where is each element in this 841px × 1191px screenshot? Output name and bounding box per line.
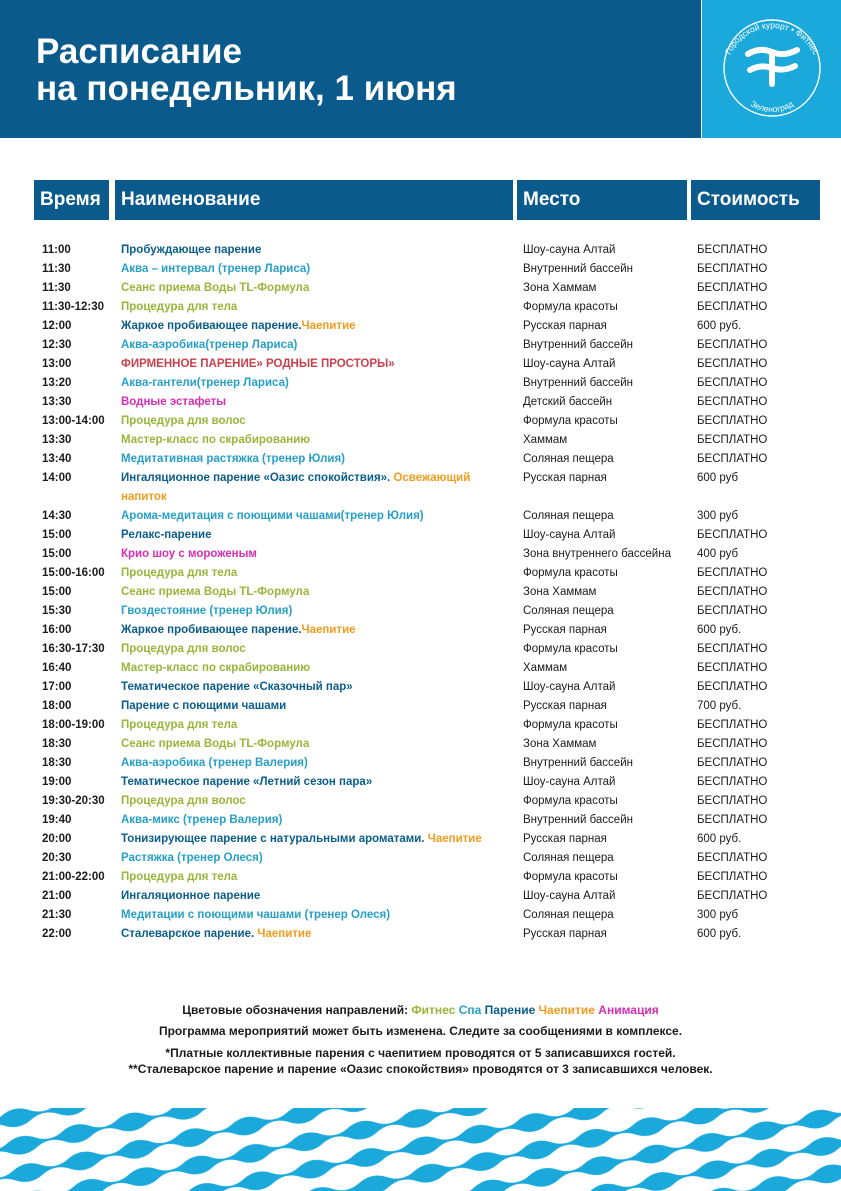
table-row: [0, 640, 841, 659]
row-name: Процедура для тела: [121, 719, 238, 731]
row-name: Мастер-класс по скрабированию: [121, 434, 311, 446]
legend-prefix: Цветовые обозначения направлений:: [182, 1003, 412, 1017]
row-name: Ингаляционное парение: [121, 890, 261, 902]
column-header-time: Время: [34, 180, 109, 220]
row-time: 13:20: [42, 377, 72, 389]
row-name: Аква-аэробика (тренер Валерия): [121, 757, 308, 769]
row-place: Шоу-сауна Алтай: [523, 776, 616, 788]
footer-note-2: *Платные коллективные парения с чаепитием проводятся от 5 записавшихся гостей.: [165, 1046, 676, 1060]
row-price: БЕСПЛАТНО: [697, 453, 768, 465]
table-row: [0, 431, 841, 450]
row-price: БЕСПЛАТНО: [697, 396, 768, 408]
row-place: Хаммам: [523, 434, 568, 446]
row-price: БЕСПЛАТНО: [697, 586, 768, 598]
row-price: БЕСПЛАТНО: [697, 738, 768, 750]
row-name: Аква – интервал (тренер Лариса): [121, 263, 311, 275]
logo-text-bottom: Зеленоград: [749, 98, 795, 115]
row-time: 18:30: [42, 738, 72, 750]
row-price: БЕСПЛАТНО: [697, 358, 768, 370]
row-price: БЕСПЛАТНО: [697, 529, 768, 541]
row-price: БЕСПЛАТНО: [697, 643, 768, 655]
table-row: [0, 298, 841, 317]
table-row: [0, 906, 841, 925]
row-time: 17:00: [42, 681, 72, 693]
legend-fitness: Фитнес: [411, 1003, 456, 1017]
table-row: [0, 526, 841, 545]
row-name: Процедура для волос: [121, 795, 246, 807]
row-price: БЕСПЛАТНО: [697, 681, 768, 693]
row-name: Процедура для тела: [121, 567, 238, 579]
row-price: БЕСПЛАТНО: [697, 719, 768, 731]
row-time: 19:40: [42, 814, 72, 826]
row-name-extra: Чаепитие: [257, 928, 312, 940]
row-time: 19:30-20:30: [42, 795, 105, 807]
row-time: 16:00: [42, 624, 72, 636]
row-price: БЕСПЛАТНО: [697, 852, 768, 864]
row-place: Формула красоты: [523, 643, 618, 655]
title-line-1: Расписание: [36, 32, 242, 71]
row-name: Тематическое парение «Летний сезон пара»: [121, 776, 373, 788]
row-price: БЕСПЛАТНО: [697, 662, 768, 674]
row-price: БЕСПЛАТНО: [697, 814, 768, 826]
row-name: Пробуждающее парение: [121, 244, 262, 256]
table-row: [0, 849, 841, 868]
table-row: [0, 393, 841, 412]
row-name-extra: Чаепитие: [301, 624, 356, 636]
legend-tea: Чаепитие: [538, 1003, 595, 1017]
row-name-extra: Освежающий напиток: [121, 472, 471, 503]
wave-pattern: [0, 1108, 841, 1191]
row-time: 22:00: [42, 928, 72, 940]
row-time: 11:30-12:30: [42, 301, 105, 313]
row-place: Русская парная: [523, 624, 607, 636]
row-time: 15:00: [42, 586, 72, 598]
row-place: Соляная пещера: [523, 510, 614, 522]
row-place: Формула красоты: [523, 795, 618, 807]
row-place: Русская парная: [523, 928, 607, 940]
column-header-price: Стоимость: [691, 180, 820, 220]
row-price: БЕСПЛАТНО: [697, 282, 768, 294]
row-place: Русская парная: [523, 833, 607, 845]
legend-spa: Спа: [458, 1003, 482, 1017]
row-time: 13:30: [42, 434, 72, 446]
logo-text-top: Городской курорт • Фитнес: [722, 19, 822, 57]
row-place: Соляная пещера: [523, 909, 614, 921]
row-place: Шоу-сауна Алтай: [523, 244, 616, 256]
row-price: 600 руб.: [697, 624, 742, 636]
row-name: Растяжка (тренер Олеся): [121, 852, 263, 864]
row-time: 15:00: [42, 529, 72, 541]
table-row: [0, 412, 841, 431]
legend-animation: Анимация: [598, 1003, 659, 1017]
row-time: 13:40: [42, 453, 72, 465]
row-place: Внутренний бассейн: [523, 339, 633, 351]
row-price: БЕСПЛАТНО: [697, 757, 768, 769]
row-time: 21:00: [42, 890, 72, 902]
table-row: [0, 621, 841, 640]
table-row: [0, 925, 841, 944]
row-name: Водные эстафеты: [121, 396, 227, 408]
row-place: Формула красоты: [523, 719, 618, 731]
row-place: Русская парная: [523, 472, 607, 484]
table-row: [0, 317, 841, 336]
row-price: БЕСПЛАТНО: [697, 605, 768, 617]
row-place: Формула красоты: [523, 871, 618, 883]
table-row: [0, 241, 841, 260]
row-price: БЕСПЛАТНО: [697, 776, 768, 788]
row-name: Процедура для тела: [121, 871, 238, 883]
row-place: Детский бассейн: [523, 396, 613, 408]
row-price: 600 руб.: [697, 928, 742, 940]
table-row: [0, 336, 841, 355]
row-name-extra: Чаепитие: [301, 320, 356, 332]
row-price: БЕСПЛАТНО: [697, 415, 768, 427]
row-name: Сеанс приема Воды TL-Формула: [121, 282, 310, 294]
row-time: 15:00: [42, 548, 72, 560]
row-name: [121, 830, 506, 849]
table-row: [0, 811, 841, 830]
color-legend: [0, 1003, 841, 1017]
row-place: Зона Хаммам: [523, 282, 597, 294]
row-place: Формула красоты: [523, 301, 618, 313]
row-price: БЕСПЛАТНО: [697, 567, 768, 579]
table-row: [0, 754, 841, 773]
row-time: 16:40: [42, 662, 72, 674]
row-price: БЕСПЛАТНО: [697, 795, 768, 807]
row-name: ФИРМЕННОЕ ПАРЕНИЕ» РОДНЫЕ ПРОСТОРЫ»: [121, 358, 395, 370]
row-place: Русская парная: [523, 320, 607, 332]
row-name: [121, 621, 506, 640]
row-place: Соляная пещера: [523, 453, 614, 465]
row-place: Зона Хаммам: [523, 586, 597, 598]
row-time: 16:30-17:30: [42, 643, 105, 655]
table-row: [0, 716, 841, 735]
row-name: Процедура для волос: [121, 643, 246, 655]
row-name: [121, 469, 506, 507]
row-price: БЕСПЛАТНО: [697, 890, 768, 902]
row-price: 300 руб: [697, 909, 739, 921]
row-time: 20:00: [42, 833, 72, 845]
table-row: [0, 773, 841, 792]
row-place: Внутренний бассейн: [523, 814, 633, 826]
page-title: [36, 33, 457, 107]
column-header-place: Место: [517, 180, 687, 220]
row-name: Сеанс приема Воды TL-Формула: [121, 586, 310, 598]
row-name: Мастер-класс по скрабированию: [121, 662, 311, 674]
footer-note-1: Программа мероприятий может быть изменена. Следите за сообщениями в комплексе.: [158, 1024, 683, 1038]
title-line-2: на понедельник, 1 июня: [36, 69, 457, 108]
row-time: 15:00-16:00: [42, 567, 105, 579]
row-price: БЕСПЛАТНО: [697, 339, 768, 351]
row-place: Зона Хаммам: [523, 738, 597, 750]
row-price: БЕСПЛАТНО: [697, 244, 768, 256]
row-name: Релакс-парение: [121, 529, 212, 541]
row-time: 11:30: [42, 263, 71, 275]
table-row: [0, 583, 841, 602]
footer-note-3: **Сталеварское парение и парение «Оазис спокойствия» проводятся от 3 записавшихся человек.: [128, 1062, 713, 1076]
column-header-name: Наименование: [115, 180, 513, 220]
row-place: Формула красоты: [523, 567, 618, 579]
row-time: 12:00: [42, 320, 72, 332]
row-time: 13:00: [42, 358, 72, 370]
row-price: 600 руб.: [697, 320, 742, 332]
row-time: 20:30: [42, 852, 72, 864]
row-price: 600 руб.: [697, 833, 742, 845]
row-time: 14:30: [42, 510, 72, 522]
row-name: Сеанс приема Воды TL-Формула: [121, 738, 310, 750]
row-place: Шоу-сауна Алтай: [523, 890, 616, 902]
row-price: БЕСПЛАТНО: [697, 263, 768, 275]
row-name-main: Жаркое пробивающее парение.: [121, 624, 302, 636]
table-row: [0, 279, 841, 298]
table-row: [0, 735, 841, 754]
legend-steam: Парение: [484, 1003, 536, 1017]
row-time: 11:00: [42, 244, 71, 256]
row-name-main: Жаркое пробивающее парение.: [121, 320, 302, 332]
row-name: Парение с поющими чашами: [121, 700, 287, 712]
row-place: Внутренний бассейн: [523, 263, 633, 275]
logo: [702, 0, 841, 138]
row-name-main: Тонизирующее парение с натуральными ароматами.: [121, 833, 428, 845]
row-place: Внутренний бассейн: [523, 757, 633, 769]
table-row: [0, 545, 841, 564]
row-name: Арома-медитация с поющими чашами(тренер Юлия): [121, 510, 424, 522]
row-price: БЕСПЛАТНО: [697, 301, 768, 313]
row-name: Медитации с поющими чашами (тренер Олеся): [121, 909, 391, 921]
schedule-table: [0, 241, 841, 944]
row-price: БЕСПЛАТНО: [697, 871, 768, 883]
row-time: 12:30: [42, 339, 72, 351]
row-place: Русская парная: [523, 700, 607, 712]
row-name: Медитативная растяжка (тренер Юлия): [121, 453, 345, 465]
table-row: [0, 868, 841, 887]
row-name: [121, 925, 506, 944]
row-place: Шоу-сауна Алтай: [523, 681, 616, 693]
table-row: [0, 450, 841, 469]
table-row: [0, 374, 841, 393]
row-name: Аква-аэробика(тренер Лариса): [121, 339, 298, 351]
row-place: Зона внутреннего бассейна: [523, 548, 671, 560]
header-banner: [0, 0, 701, 138]
row-place: Соляная пещера: [523, 852, 614, 864]
row-time: 19:00: [42, 776, 72, 788]
row-place: Внутренний бассейн: [523, 377, 633, 389]
row-price: 400 руб: [697, 548, 739, 560]
table-row: [0, 355, 841, 374]
row-time: 21:30: [42, 909, 72, 921]
logo-icon: [702, 0, 841, 138]
row-time: 11:30: [42, 282, 71, 294]
row-name: Тематическое парение «Сказочный пар»: [121, 681, 353, 693]
table-row: [0, 792, 841, 811]
table-row: [0, 697, 841, 716]
row-name: Крио шоу с мороженым: [121, 548, 257, 560]
table-row: [0, 602, 841, 621]
table-row: [0, 678, 841, 697]
row-time: 21:00-22:00: [42, 871, 105, 883]
row-name: Процедура для тела: [121, 301, 238, 313]
row-place: Соляная пещера: [523, 605, 614, 617]
table-row: [0, 507, 841, 526]
row-price: БЕСПЛАТНО: [697, 377, 768, 389]
row-name-main: Сталеварское парение.: [121, 928, 258, 940]
table-row: [0, 260, 841, 279]
row-time: 15:30: [42, 605, 72, 617]
table-row: [0, 659, 841, 678]
row-place: Шоу-сауна Алтай: [523, 529, 616, 541]
row-name: [121, 317, 506, 336]
row-place: Шоу-сауна Алтай: [523, 358, 616, 370]
row-price: 700 руб.: [697, 700, 742, 712]
row-time: 18:00: [42, 700, 72, 712]
table-row: [0, 469, 841, 507]
svg-text:Зеленоград: [749, 99, 795, 115]
row-time: 18:30: [42, 757, 72, 769]
row-price: 300 руб: [697, 510, 739, 522]
row-name: Процедура для волос: [121, 415, 246, 427]
row-time: 13:30: [42, 396, 72, 408]
row-time: 18:00-19:00: [42, 719, 105, 731]
row-price: БЕСПЛАТНО: [697, 434, 768, 446]
row-name: Аква-микс (тренер Валерия): [121, 814, 283, 826]
row-name: Аква-гантели(тренер Лариса): [121, 377, 289, 389]
row-name-extra: Чаепитие: [427, 833, 482, 845]
row-time: 13:00-14:00: [42, 415, 105, 427]
row-price: 600 руб: [697, 472, 739, 484]
table-row: [0, 564, 841, 583]
row-time: 14:00: [42, 472, 72, 484]
table-row: [0, 830, 841, 849]
row-place: Хаммам: [523, 662, 568, 674]
row-name-main: Ингаляционное парение «Оазис спокойствия».: [121, 472, 394, 484]
row-place: Формула красоты: [523, 415, 618, 427]
row-name: Гвоздестояние (тренер Юлия): [121, 605, 293, 617]
table-row: [0, 887, 841, 906]
